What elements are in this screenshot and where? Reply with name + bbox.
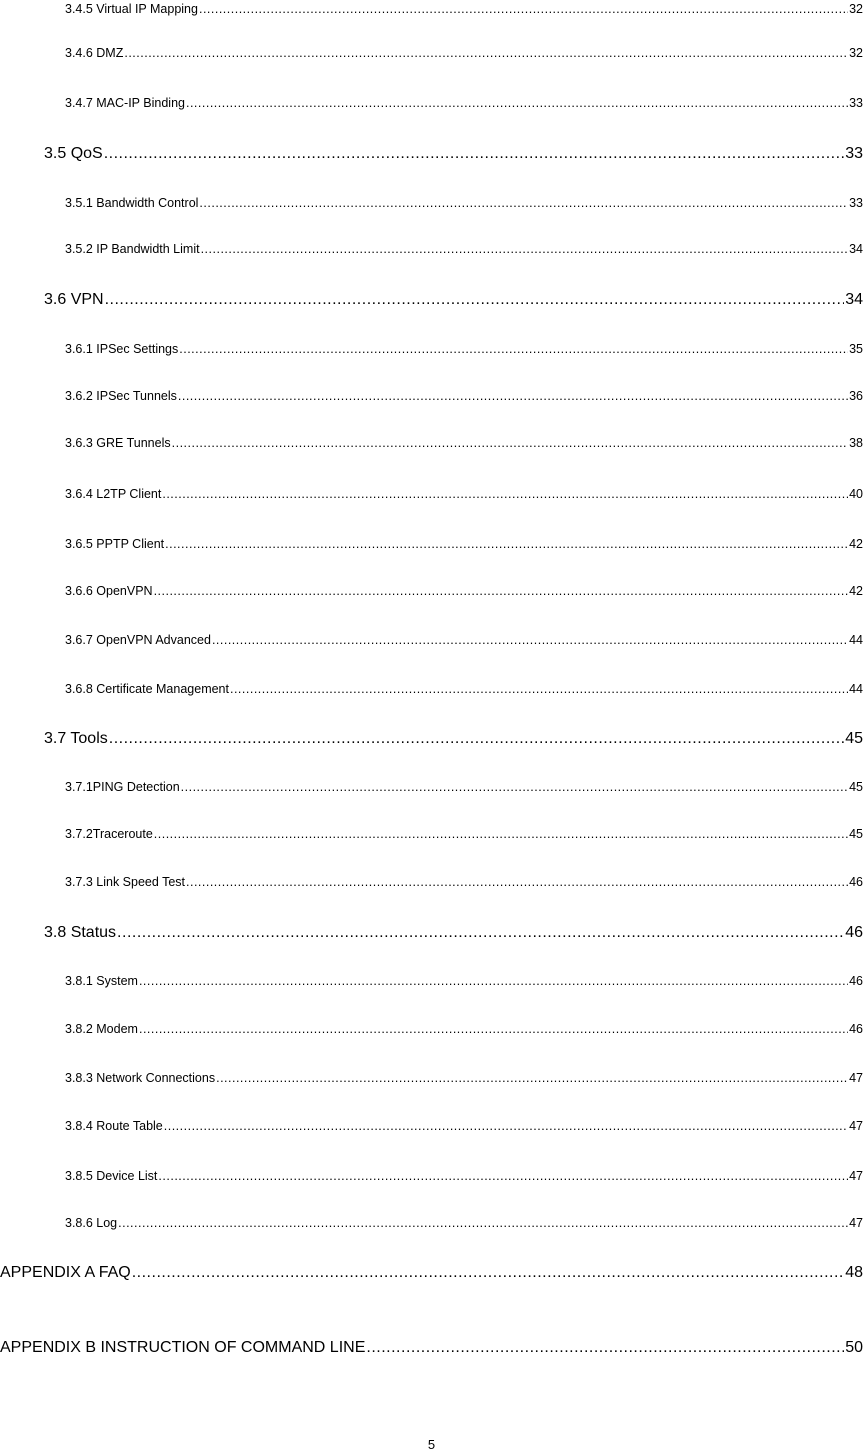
toc-entry[interactable]: [65, 387, 863, 405]
toc-entry[interactable]: [65, 1167, 863, 1185]
dot-leader: [199, 0, 848, 18]
toc-entry-title: 3.7.2Traceroute: [65, 827, 153, 841]
dot-leader: [199, 194, 848, 212]
toc-entry[interactable]: [65, 1117, 863, 1135]
dot-leader: [139, 1020, 848, 1038]
toc-entry-page: 32: [849, 2, 863, 16]
toc-entry[interactable]: [65, 1069, 863, 1087]
toc-entry-page: 44: [849, 633, 863, 647]
toc-entry[interactable]: [65, 825, 863, 843]
toc-entry[interactable]: [65, 240, 863, 258]
toc-entry-title: 3.7 Tools: [44, 730, 108, 747]
toc-entry-page: 32: [849, 46, 863, 60]
toc-entry[interactable]: [65, 778, 863, 796]
toc-entry[interactable]: [0, 1262, 863, 1284]
dot-leader: [109, 728, 844, 750]
dot-leader: [154, 582, 849, 600]
toc-entry-page: 45: [849, 827, 863, 841]
toc-entry-page: 44: [849, 682, 863, 696]
toc-entry-title: 3.8.6 Log: [65, 1216, 118, 1230]
toc-entry-page: 50: [845, 1339, 863, 1356]
toc-entry[interactable]: [44, 922, 863, 944]
dot-leader: [104, 143, 845, 165]
dot-leader: [165, 535, 848, 553]
toc-entry-title: 3.8.1 System: [65, 974, 138, 988]
toc-entry-page: 47: [849, 1119, 863, 1133]
toc-entry-page: 34: [849, 242, 863, 256]
toc-entry[interactable]: [65, 972, 863, 990]
toc-entry-page: 46: [849, 875, 863, 889]
toc-entry-title: 3.6.3 GRE Tunnels: [65, 436, 171, 450]
toc-entry-title: 3.6.6 OpenVPN: [65, 584, 153, 598]
toc-entry-page: 34: [845, 291, 863, 308]
toc-entry-title: 3.8.3 Network Connections: [65, 1071, 216, 1085]
dot-leader: [117, 922, 844, 944]
dot-leader: [186, 94, 848, 112]
toc-entry-title: 3.8.4 Route Table: [65, 1119, 163, 1133]
toc-entry-title: APPENDIX A FAQ: [0, 1264, 131, 1281]
toc-entry-title: 3.5.1 Bandwidth Control: [65, 196, 199, 210]
toc-entry[interactable]: [65, 631, 863, 649]
toc-entry[interactable]: [44, 143, 863, 165]
toc-entry-page: 46: [845, 924, 863, 941]
dot-leader: [118, 1214, 848, 1232]
toc-entry-page: 48: [845, 1264, 863, 1281]
toc-entry[interactable]: [65, 680, 863, 698]
toc-entry-page: 33: [845, 145, 863, 162]
toc-entry-page: 42: [849, 537, 863, 551]
toc-entry-title: 3.8.5 Device List: [65, 1169, 158, 1183]
dot-leader: [212, 631, 848, 649]
toc-entry-page: 38: [849, 436, 863, 450]
toc-entry-title: 3.6 VPN: [44, 291, 104, 308]
toc-entry[interactable]: [65, 94, 863, 112]
toc-entry-title: 3.6.2 IPSec Tunnels: [65, 389, 177, 403]
toc-entry-page: 47: [849, 1169, 863, 1183]
toc-entry[interactable]: [65, 340, 863, 358]
toc-entry[interactable]: [65, 535, 863, 553]
dot-leader: [154, 825, 848, 843]
toc-entry-page: 35: [849, 342, 863, 356]
toc-entry[interactable]: [44, 289, 863, 311]
toc-entry-title: 3.6.7 OpenVPN Advanced: [65, 633, 211, 647]
dot-leader: [164, 1117, 848, 1135]
dot-leader: [230, 680, 848, 698]
dot-leader: [124, 44, 848, 62]
toc-entry-page: 36: [849, 389, 863, 403]
toc-entry-page: 33: [849, 96, 863, 110]
toc-entry-title: 3.5 QoS: [44, 145, 103, 162]
toc-entry-page: 47: [849, 1071, 863, 1085]
toc-entry-title: 3.7.3 Link Speed Test: [65, 875, 185, 889]
toc-entry-title: 3.6.4 L2TP Client: [65, 487, 162, 501]
toc-entry[interactable]: [65, 1020, 863, 1038]
toc-entry[interactable]: [0, 1337, 863, 1359]
dot-leader: [178, 387, 848, 405]
dot-leader: [158, 1167, 848, 1185]
toc-entry-page: 33: [849, 196, 863, 210]
dot-leader: [181, 778, 848, 796]
dot-leader: [162, 485, 848, 503]
toc-entry-title: 3.5.2 IP Bandwidth Limit: [65, 242, 200, 256]
toc-entry-page: 40: [849, 487, 863, 501]
dot-leader: [172, 434, 848, 452]
toc-entry-title: 3.6.1 IPSec Settings: [65, 342, 179, 356]
toc-entry[interactable]: [65, 434, 863, 452]
toc-entry-page: 42: [849, 584, 863, 598]
toc-entry[interactable]: [65, 485, 863, 503]
toc-entry[interactable]: [65, 44, 863, 62]
dot-leader: [139, 972, 848, 990]
toc-entry-page: 45: [849, 780, 863, 794]
toc-entry-page: 47: [849, 1216, 863, 1230]
toc-entry-title: 3.8 Status: [44, 924, 117, 941]
toc-entry[interactable]: [44, 728, 863, 750]
toc-entry[interactable]: [65, 1214, 863, 1232]
dot-leader: [179, 340, 848, 358]
toc-entry-title: 3.4.5 Virtual IP Mapping: [65, 2, 198, 16]
toc-entry-title: 3.4.6 DMZ: [65, 46, 124, 60]
toc-entry-page: 45: [845, 730, 863, 747]
toc-entry-title: 3.7.1PING Detection: [65, 780, 180, 794]
toc-entry-title: 3.8.2 Modem: [65, 1022, 138, 1036]
toc-entry-title: 3.6.8 Certificate Management: [65, 682, 229, 696]
dot-leader: [186, 873, 848, 891]
dot-leader: [132, 1262, 844, 1284]
toc-entry[interactable]: [65, 873, 863, 891]
toc-entry-title: 3.6.5 PPTP Client: [65, 537, 165, 551]
toc-entry[interactable]: [65, 0, 863, 18]
toc-entry-page: 46: [849, 974, 863, 988]
toc-entry[interactable]: [65, 194, 863, 212]
dot-leader: [201, 240, 849, 258]
toc-entry[interactable]: [65, 582, 863, 600]
toc-entry-title: 3.4.7 MAC-IP Binding: [65, 96, 185, 110]
toc-entry-title: APPENDIX B INSTRUCTION OF COMMAND LINE: [0, 1339, 366, 1356]
dot-leader: [366, 1337, 844, 1359]
toc-entry-page: 46: [849, 1022, 863, 1036]
dot-leader: [105, 289, 845, 311]
page-number: 5: [427, 1437, 436, 1452]
dot-leader: [216, 1069, 848, 1087]
